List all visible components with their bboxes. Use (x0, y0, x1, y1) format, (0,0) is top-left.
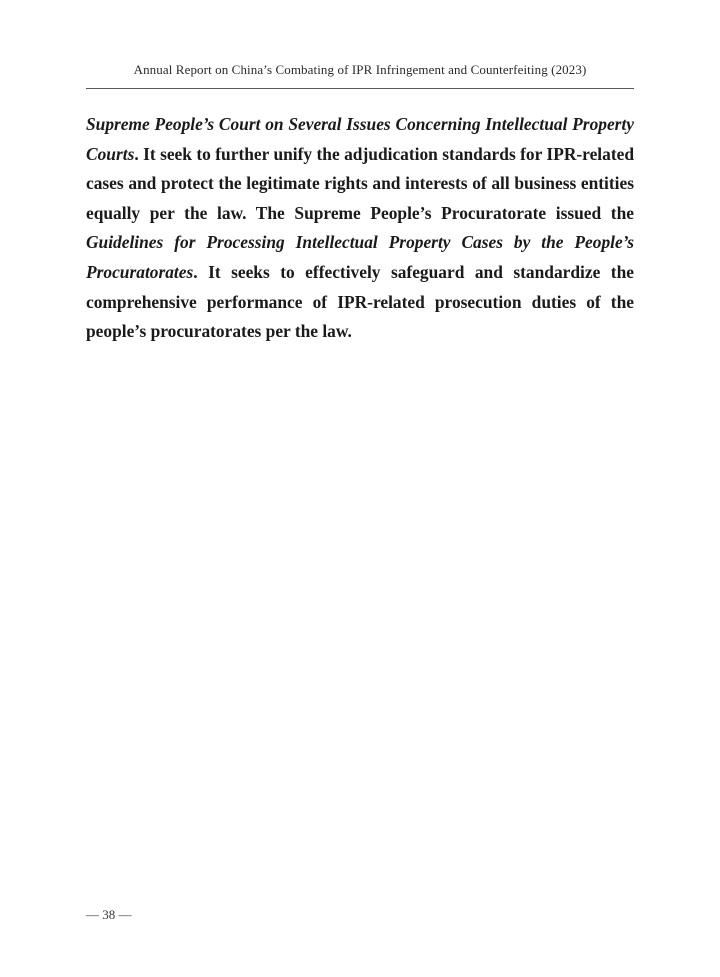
header-rule (86, 88, 634, 89)
italic-title-procuratorate-guidelines: Guidelines for Processing Intellectual Property Cases by the People’s Procuratorates (86, 232, 634, 282)
body-text-segment-2: . It seeks to effectively safeguard and standardize the comprehensive performance of IPR-related prosecution duties of the people’s procuratorates per the law. (86, 261, 634, 342)
page-number: — 38 — (86, 907, 132, 922)
running-header: Annual Report on China’s Combating of IPR Infringement and Counterfeiting (2023) (133, 62, 587, 77)
body-paragraph (86, 110, 634, 347)
italic-title-court-issues: Supreme People’s Court on Several Issues Concerning Intellectual Property Courts (86, 114, 634, 164)
body-text-segment-1: . It seek to further unify the adjudication standards for IPR-related cases and protect the legitimate rights and interests of all business entities equally per the law. The Supreme People’s Procuratorate issued the (86, 143, 634, 223)
